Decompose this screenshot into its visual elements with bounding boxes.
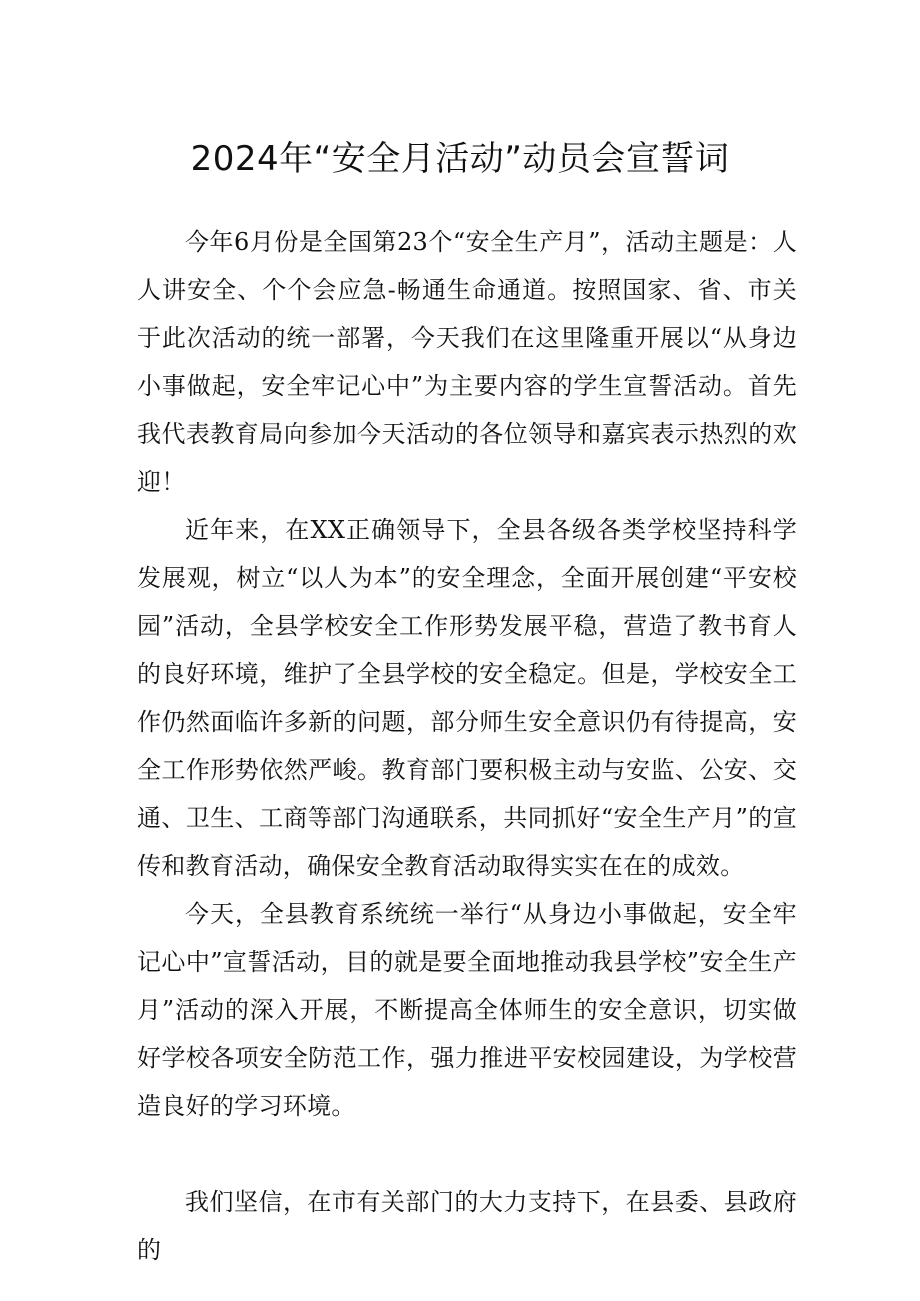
paragraph-3: 今天，全县教育系统统一举行“从身边小事做起，安全牢记心中”宣誓活动，目的就是要全面地推动我县学校”安全生产月”活动的深入开展，不断提高全体师生的安全意识，切实做好学校各项安全防范工作，强力推进平安校园建设，为学校营造良好的学习环境。 (137, 900, 797, 1120)
document-title: 2024年“安全月活动”动员会宣誓词 (190, 138, 730, 179)
document-body (137, 218, 797, 1274)
paragraph-4: 我们坚信，在市有关部门的大力支持下，在县委、县政府的 (137, 1188, 797, 1264)
paragraph-2: 近年来，在XX正确领导下，全县各级各类学校坚持科学发展观，树立“以人为本”的安全理念，全面开展创建“平安校园”活动，全县学校安全工作形势发展平稳，营造了教书育人的良好环境，维护了全县学校的安全稳定。但是，学校安全工作仍然面临许多新的问题，部分师生安全意识仍有待提高，安全工作形势依然严峻。教育部门要积极主动与安监、公安、交通、卫生、工商等部门沟通联系，共同抓好“安全生产月”的宣传和教育活动，确保安全教育活动取得实实在在的成效。 (137, 516, 797, 880)
paragraph-1: 今年6月份是全国第23个“安全生产月”，活动主题是：人人讲安全、个个会应急-畅通生命通道。按照国家、省、市关于此次活动的统一部署，今天我们在这里隆重开展以“从身边小事做起，安全牢记心中”为主要内容的学生宣誓活动。首先我代表教育局向参加今天活动的各位领导和嘉宾表示热烈的欢迎！ (137, 228, 797, 496)
